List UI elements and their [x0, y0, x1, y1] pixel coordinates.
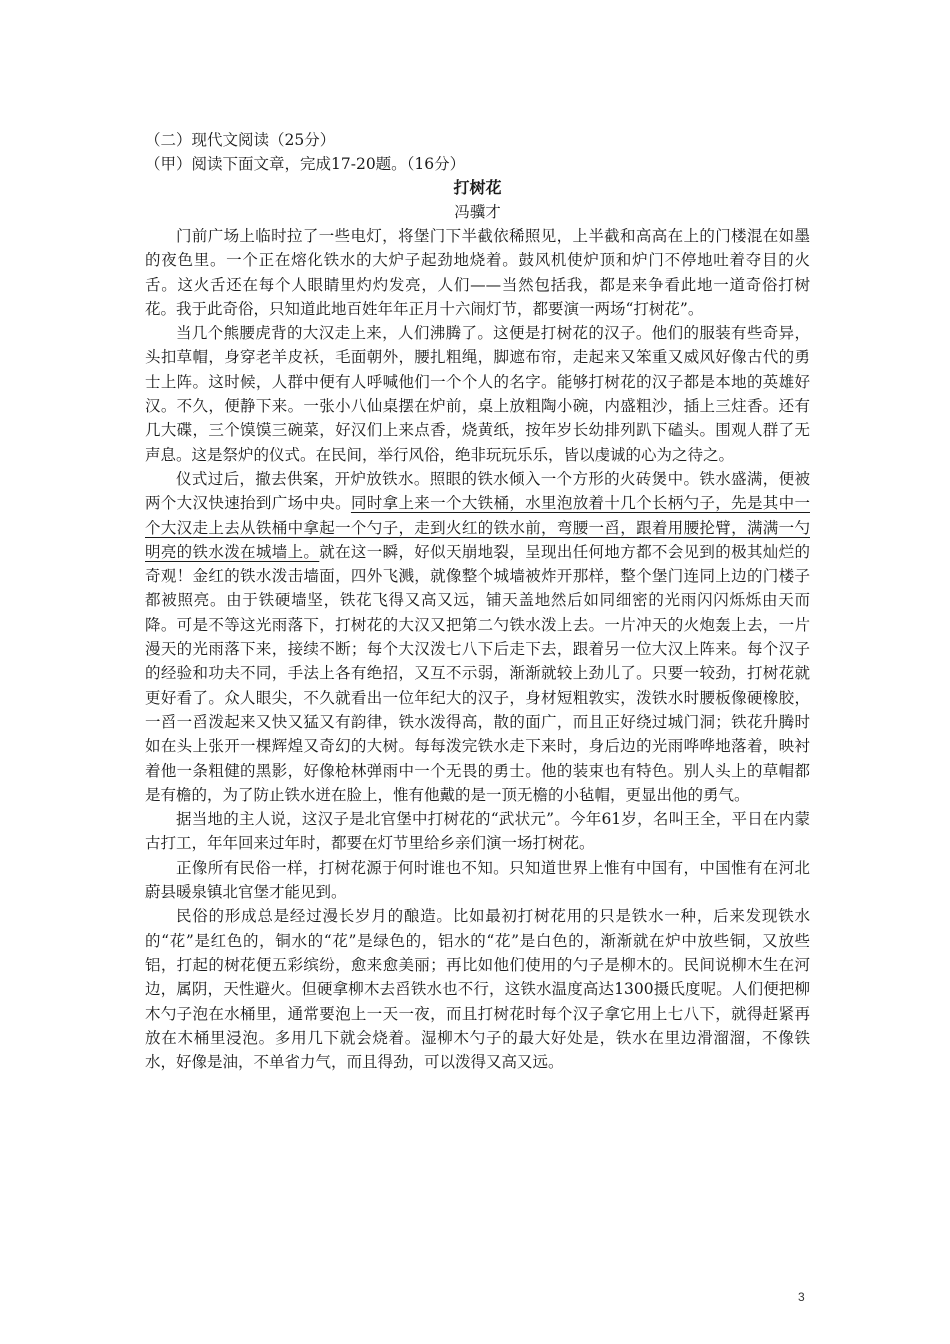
document-page: [145, 128, 810, 1074]
paragraph-3: [145, 467, 810, 807]
paragraph-1: 门前广场上临时拉了一些电灯，将堡门下半截依稀照见，上半截和高高在上的门楼混在如墨的夜色里。一个正在熔化铁水的大炉子起劲地烧着。鼓风机使炉顶和炉门不停地吐着夺目的火舌。这火舌还在每个人眼睛里灼灼发亮，人们——当然包括我，都是来争看此地一道奇俗打树花。我于此奇俗，只知道此地百姓年年正月十六闹灯节，都要演一两场“打树花”。: [145, 227, 810, 318]
paragraph-3-lead: 仪式过后，撤去供案，开炉放铁水。照眼的铁水倾入一个方形的火砖煲中。铁水盛满，便被两个大汉快速抬到广场中央。: [145, 469, 810, 513]
paragraph-5: 正像所有民俗一样，打树花源于何时谁也不知。只知道世界上惟有中国有，中国惟有在河北蔚县暖泉镇北官堡才能见到。: [145, 858, 810, 902]
article-title: 打树花: [453, 178, 502, 197]
paragraph-4: 据当地的主人说，这汉子是北官堡中打树花的“武状元”。今年61岁，名叫王全，平日在内蒙古打工，年年回来过年时，都要在灯节里给乡亲们演一场打树花。: [145, 810, 810, 853]
paragraph-3-rest: 就在这一瞬，好似天崩地裂，呈现出任何地方都不会见到的极其灿烂的奇观！金红的铁水泼击墙面，四外飞溅，就像整个城墙被炸开那样，整个堡门连同上边的门楼子都被照亮。由于铁硬墙坚，铁花飞得又高又远，铺天盖地然后如同细密的光雨闪闪烁烁由天而降。可是不等这光雨落下，打树花的大汉又把第二勺铁水泼上去。一片冲天的火炮轰上去，一片漫天的光雨落下来，接续不断；每个大汉泼七八下后走下去，跟着另一位大汉上阵来。每个汉子的经验和功夫不同，手法上各有绝招，又互不示弱，渐渐就较上劲儿了。只要一较劲，打树花就更好看了。众人眼尖，不久就看出一位年纪大的汉子，身材短粗敦实，泼铁水时腰板像硬橡胶，一舀一舀泼起来又快又猛又有韵律，铁水泼得高，散的面广，而且正好绕过城门洞；铁花升腾时如在头上张开一棵辉煌又奇幻的大树。每每泼完铁水走下来时，身后边的光雨哗哗地落着，映衬着他一条粗健的黑影，好像枪林弹雨中一个无畏的勇士。他的装束也有特色。别人头上的草帽都是有檐的，为了防止铁水迸在脸上，惟有他戴的是一顶无檐的小毡帽，更显出他的勇气。: [145, 542, 810, 804]
article-author: 冯骥才: [454, 203, 501, 221]
section-heading: （二）现代文阅读（25分）: [145, 131, 336, 149]
page-number: 3: [798, 1290, 805, 1304]
paragraph-2: 当几个熊腰虎背的大汉走上来，人们沸腾了。这便是打树花的汉子。他们的服装有些奇异，头扣草帽，身穿老羊皮袄，毛面朝外，腰扎粗绳，脚遮布帘，走起来又笨重又威风好像古代的勇士上阵。这时候，人群中便有人呼喊他们一个个人的名字。能够打树花的汉子都是本地的英雄好汉。不久，便静下来。一张小八仙桌摆在炉前，桌上放粗陶小碗，内盛粗沙，插上三炷香。还有几大碟，三个馍馍三碗菜，好汉们上来点香，烧黄纸，按年岁长幼排列趴下磕头。围观人群了无声息。这是祭炉的仪式。在民间，举行风俗，绝非玩玩乐乐，皆以虔诚的心为之待之。: [145, 324, 810, 464]
paragraph-6: 民俗的形成总是经过漫长岁月的酿造。比如最初打树花用的只是铁水一种，后来发现铁水的“花”是红色的，铜水的“花”是绿色的，铝水的“花”是白色的，渐渐就在炉中放些铜，又放些铝，打起的树花便五彩缤纷，愈来愈美丽；再比如他们使用的勺子是柳木的。民间说柳木生在河边，属阴，天性避火。但硬拿柳木去舀铁水也不行，这铁水温度高达1300摄氏度呢。人们便把柳木勺子泡在水桶里，通常要泡上一天一夜，而且打树花时每个汉子拿它用上七八下，就得赶紧再放在木桶里浸泡。多用几下就会烧着。湿柳木勺子的最大好处是，铁水在里边滑溜溜，不像铁水，好像是油，不单省力气，而且得劲，可以泼得又高又远。: [145, 907, 810, 1072]
sub-heading: （甲）阅读下面文章，完成17-20题。（16分）: [145, 155, 466, 173]
underlined-sentence: 同时拿上来一个大铁桶，水里泡放着十几个长柄勺子，先是其中一个大汉走上去从铁桶中拿起一个勺子，走到火红的铁水前，弯腰一舀，跟着用腰抡臂，满满一勺明亮的铁水泼在城墙上。: [145, 494, 810, 561]
